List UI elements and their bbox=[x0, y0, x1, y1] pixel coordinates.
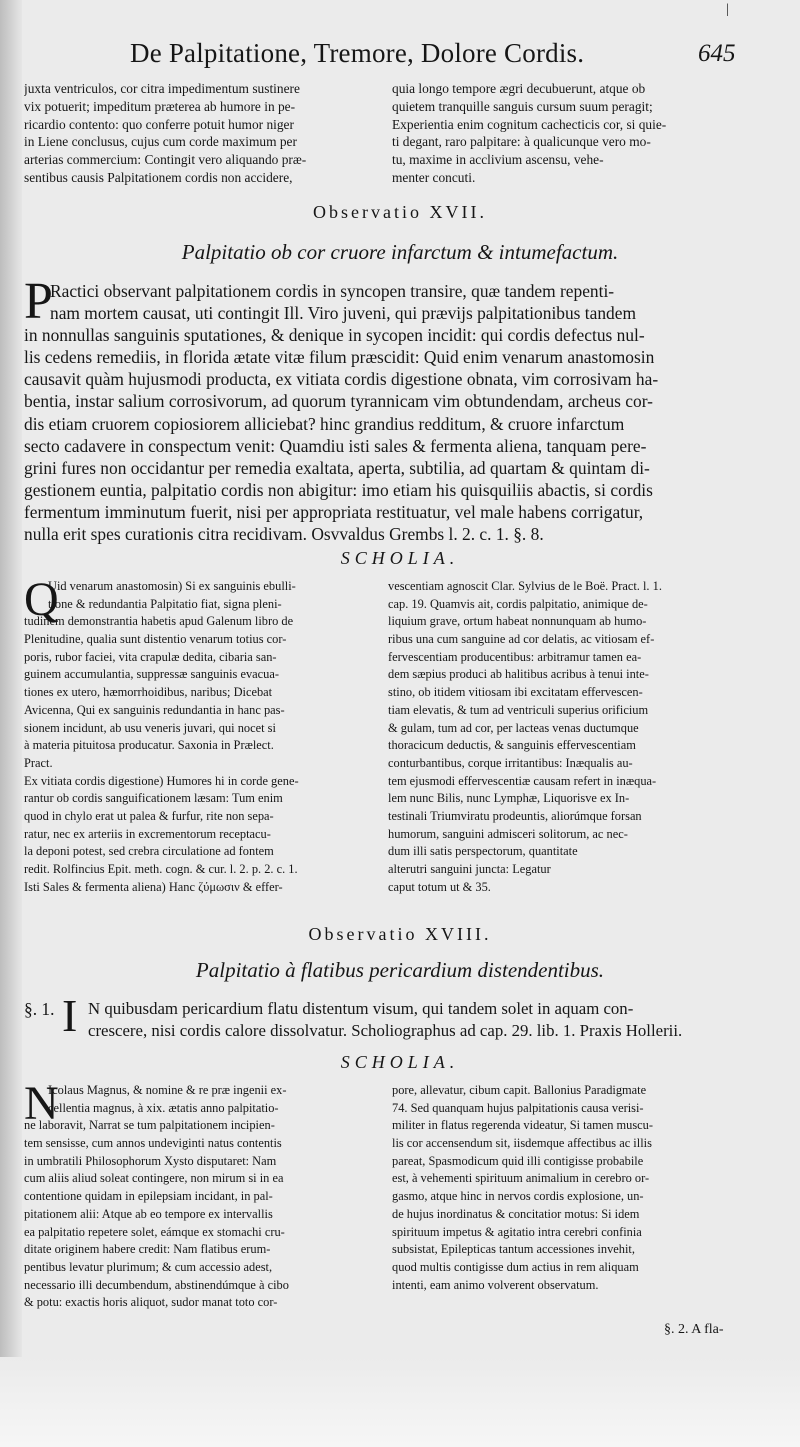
observation-18-title: Palpitatio à flatibus pericardium distendentibus. bbox=[195, 958, 605, 982]
text-line: gestionem euntia, palpitatio cordis non abigitur: imo etiam his quisquiliis abactis, si cordis bbox=[24, 479, 653, 500]
text-line: caput totum ut & 35. bbox=[388, 879, 491, 894]
text-line: dis etiam cruorem copiosiorem alliciebat? hinc grandius redditum, & cruore infarctum bbox=[24, 413, 625, 434]
text-line: bentia, instar salium corrosivorum, ad quorum tyrannicam vim obtundendam, archeus cor- bbox=[24, 391, 653, 412]
text-line: rantur ob cordis sanguificationem læsam: Tum enim bbox=[24, 791, 283, 806]
text-line: de hujus inordinatus & concitatior motus: Si idem bbox=[392, 1206, 640, 1221]
text-line: N quibusdam pericardium flatu distentum visum, qui tandem solet in aquam con- bbox=[88, 999, 634, 1018]
text-line: vescentiam agnoscit Clar. Sylvius de le Boë. Pract. l. 1. bbox=[388, 579, 662, 593]
observation-18-heading: Observatio XVIII. bbox=[308, 924, 492, 944]
text-line: à materia pituitosa producatur. Saxonia in Prælect. bbox=[24, 738, 274, 753]
text-line: conturbantibus, corque irritantibus: Inæqualis au- bbox=[388, 755, 633, 770]
text-line: Avicenna, Qui ex sanguinis redundantia in hanc pas- bbox=[24, 702, 285, 717]
drop-cap-i: I bbox=[62, 990, 78, 1041]
top-right-column bbox=[392, 80, 772, 187]
text-line: Ractici observant palpitationem cordis in syncopen transire, quæ tandem repenti- bbox=[50, 281, 615, 301]
corner-mark: | bbox=[726, 2, 729, 17]
text-line: redit. Rolfincius Epit. meth. cogn. & cur. l. 2. p. 2. c. 1. bbox=[24, 862, 298, 876]
text-line: in umbratili Philosophorum Xysto disputaret: Nam bbox=[24, 1153, 277, 1168]
text-line: Pract. bbox=[24, 755, 53, 770]
drop-cap-p: P bbox=[24, 273, 53, 330]
running-head: De Palpitatione, Tremore, Dolore Cordis. bbox=[130, 38, 585, 68]
page-number: 645 bbox=[698, 40, 736, 67]
observation-17-heading: Observatio XVII. bbox=[313, 202, 487, 222]
text-line: fermentum imminutum fuerit, nisi per appropriata restituatur, vel male habens corrigatur, bbox=[24, 501, 644, 522]
text-line: stino, ob itidem vitiosam ibi excitatam effervescen- bbox=[388, 685, 643, 700]
text-line: ea palpitatio repetere solet, eámque ex stomachi cru- bbox=[24, 1224, 285, 1239]
text-line: ricardio contento: quo conferre potuit humor niger bbox=[24, 116, 294, 132]
text-line: necessario illi decumbendum, abstinendúmque à cibo bbox=[24, 1277, 289, 1292]
scholia-1-right-column bbox=[388, 578, 770, 896]
text-line: ditate originem habere credit: Nam flatibus erum- bbox=[24, 1242, 271, 1257]
text-line: arterias commercium: Contingit vero aliquando præ- bbox=[24, 152, 307, 168]
text-line: spirituum impetus & agitatio intra cerebri confinia bbox=[392, 1224, 642, 1239]
text-line: ti degant, raro palpitare: à qualicunque vero mo- bbox=[392, 134, 651, 150]
text-line: causavit quàm hujusmodi producta, ex vitiata cordis digestione obnata, vim corrosivam ha- bbox=[24, 369, 659, 390]
text-line: alterutri sanguini juncta: Legatur bbox=[388, 862, 551, 876]
text-line: Uid venarum anastomosin) Si ex sanguinis ebulli- bbox=[48, 579, 296, 593]
text-line: sionem incidunt, ab usu veneris juvari, qui nocet si bbox=[24, 720, 276, 735]
text-line: nam mortem causat, uti contingit Ill. Viro juveni, qui prævijs palpitationibus tandem bbox=[50, 303, 636, 324]
text-line: lis cedens remediis, in florida ætate vitæ filum præscidit: Quid enim venarum anastomosin bbox=[24, 347, 655, 368]
text-line: lem nunc Bilis, nunc Lymphæ, Liquorisve ex In- bbox=[388, 791, 630, 806]
text-line: liquium grave, ortum habeat nonnunquam ab humo- bbox=[388, 614, 647, 629]
text-line: pitationem alii: Atque ab eo tempore ex intervallis bbox=[24, 1206, 273, 1221]
text-line: dum illi satis perspectorum, quantitate bbox=[388, 844, 578, 859]
text-line: secto cadavere in conspectum venit: Quamdiu isti sales & fermenta aliena, tanquam pere- bbox=[24, 435, 647, 456]
text-line: thoracicum deductis, & sanguinis effervescentiam bbox=[388, 738, 636, 753]
observation-17-body bbox=[24, 280, 770, 545]
scholia-heading-1: SCHOLIA. bbox=[340, 548, 460, 568]
text-line: gasmo, atque hinc in nervos cordis explosione, un- bbox=[392, 1189, 644, 1204]
text-line: la deponi potest, sed crebra circulatione ad fontem bbox=[24, 844, 274, 859]
text-line: intenti, eam animo volverent observatum. bbox=[392, 1277, 599, 1292]
text-line: quietem tranquille sanguis cursum suum peragit; bbox=[392, 98, 653, 114]
text-line: tudinem demonstrantia habetis apud Galenum libro de bbox=[24, 614, 294, 629]
catchword: §. 2. A fla- bbox=[664, 1322, 724, 1337]
scholia-2-left-column bbox=[24, 1082, 380, 1312]
text-line: lis cor accensendum sit, iisdemque affectibus ac illis bbox=[392, 1136, 652, 1151]
text-line: juxta ventriculos, cor citra impedimentum sustinere bbox=[24, 81, 300, 96]
observation-17-title: Palpitatio ob cor cruore infarctum & intumefactum. bbox=[181, 240, 619, 264]
text-line: & gulam, tum ad cor, per lacteas venas ductumque bbox=[388, 720, 639, 735]
text-line: Ex vitiata cordis digestione) Humores hi in corde gene- bbox=[24, 773, 299, 788]
drop-cap-n: N bbox=[24, 1077, 59, 1130]
text-line: pentibus levatur plurimum; & cum accessio adest, bbox=[24, 1259, 273, 1274]
text-line: quod in chylo erat ut palea & furfur, rite non sepa- bbox=[24, 808, 274, 823]
text-line: tiam elevatis, & tum ad ventriculi superius orificium bbox=[388, 702, 649, 717]
text-line: subsistat, Epilepticas tantum accessiones invehit, bbox=[392, 1242, 635, 1257]
drop-cap-q: Q bbox=[24, 573, 59, 626]
text-line: cellentia magnus, à xix. ætatis anno palpitatio- bbox=[48, 1100, 279, 1115]
text-line: est, à vehementi spirituum animalium in cerebro or- bbox=[392, 1171, 650, 1186]
text-line: Experientia enim cognitum cachecticis cor, si quie- bbox=[392, 116, 667, 132]
text-line: pore, allevatur, cibum capit. Ballonius Paradigmate bbox=[392, 1083, 647, 1097]
text-line: ne laboravit, Narrat se tum palpitationem incipien- bbox=[24, 1118, 275, 1133]
text-line: tu, maxime in acclivium ascensu, vehe- bbox=[392, 152, 604, 168]
text-line: 74. Sed quanquam hujus palpitationis causa verisi- bbox=[392, 1100, 644, 1115]
text-line: pareat, Spasmodicum quid illi contigisse probabile bbox=[392, 1153, 644, 1168]
text-line: Icolaus Magnus, & nomine & re præ ingenii ex- bbox=[48, 1083, 287, 1097]
text-line: vix potuerit; impeditum præterea ab humore in pe- bbox=[24, 98, 296, 114]
text-line: quia longo tempore ægri decubuerunt, atque ob bbox=[392, 81, 646, 96]
text-line: menter concuti. bbox=[392, 169, 476, 185]
top-left-column bbox=[24, 80, 394, 187]
text-line: crescere, nisi cordis calore dissolvatur. Scholiographus ad cap. 29. lib. 1. Praxis Hollerii. bbox=[88, 1021, 683, 1041]
text-line: testinali Triumviratu prodeuntis, aliorúmque forsan bbox=[388, 808, 642, 823]
text-line: fervescentiam producentibus: arbitramur tamen ea- bbox=[388, 649, 642, 664]
text-line: nulla erit spes curationis citra recidivam. Osvvaldus Grembs l. 2. c. 1. §. 8. bbox=[24, 524, 544, 545]
observation-18-body bbox=[66, 998, 770, 1042]
text-line: contentione quidam in epilepsiam incidant, in pal- bbox=[24, 1189, 273, 1204]
text-line: quod multis contigisse dum actius in rem aliquam bbox=[392, 1259, 639, 1274]
text-line: poris, rubor faciei, vita crapulæ dedita, cibaria san- bbox=[24, 649, 277, 664]
text-line: in Liene conclusus, cujus cum corde maximum per bbox=[24, 134, 297, 150]
section-mark: §. 1. bbox=[24, 999, 55, 1019]
text-line: & potu: exactis horis aliquot, sudor manat toto cor- bbox=[24, 1295, 278, 1310]
scholia-1-left-column bbox=[24, 578, 376, 896]
text-line: ratur, nec ex arteriis in excrementorum receptacu- bbox=[24, 826, 271, 841]
text-line: tione & redundantia Palpitatio fiat, signa pleni- bbox=[48, 596, 282, 611]
scholia-2-right-column bbox=[392, 1082, 770, 1294]
text-line: tem sensisse, cum annos undeviginti natus contentis bbox=[24, 1136, 282, 1151]
text-line: humorum, sanguini admisceri solitorum, ac nec- bbox=[388, 826, 628, 841]
scholia-heading-2: SCHOLIA. bbox=[340, 1052, 460, 1072]
text-line: in nonnullas sanguinis sputationes, & denique in sycopen incidit: qui cordis defectus nul- bbox=[24, 325, 645, 346]
text-line: tem ejusmodi effervescentiæ causam refert in inæqua- bbox=[388, 773, 657, 788]
text-line: guinem accumulantia, suppressæ sanguinis evacua- bbox=[24, 667, 279, 682]
text-line: grini fures non occidantur per remedia exaltata, aperta, subtilia, ad quartam & quintam di- bbox=[24, 457, 650, 478]
text-line: cum aliis aliud soleat contingere, non mirum si in ea bbox=[24, 1171, 284, 1186]
text-line: militer in flatus regerenda videatur, Si tamen muscu- bbox=[392, 1118, 654, 1133]
text-line: dem sæpius produci ab halitibus acribus à tenui inte- bbox=[388, 667, 649, 682]
text-line: sentibus causis Palpitationem cordis non accidere, bbox=[24, 169, 293, 185]
text-line: Plenitudine, qualia sunt distentio venarum totius cor- bbox=[24, 632, 287, 647]
text-line: Isti Sales & fermenta aliena) Hanc ζύμωσιν & effer- bbox=[24, 879, 283, 894]
text-line: tiones ex utero, hæmorrhoidibus, naribus; Dicebat bbox=[24, 685, 273, 700]
text-line: cap. 19. Quamvis ait, cordis palpitatio, animique de- bbox=[388, 596, 648, 611]
text-line: ribus una cum sanguine ad cor delatis, ac vitiosam ef- bbox=[388, 632, 655, 647]
